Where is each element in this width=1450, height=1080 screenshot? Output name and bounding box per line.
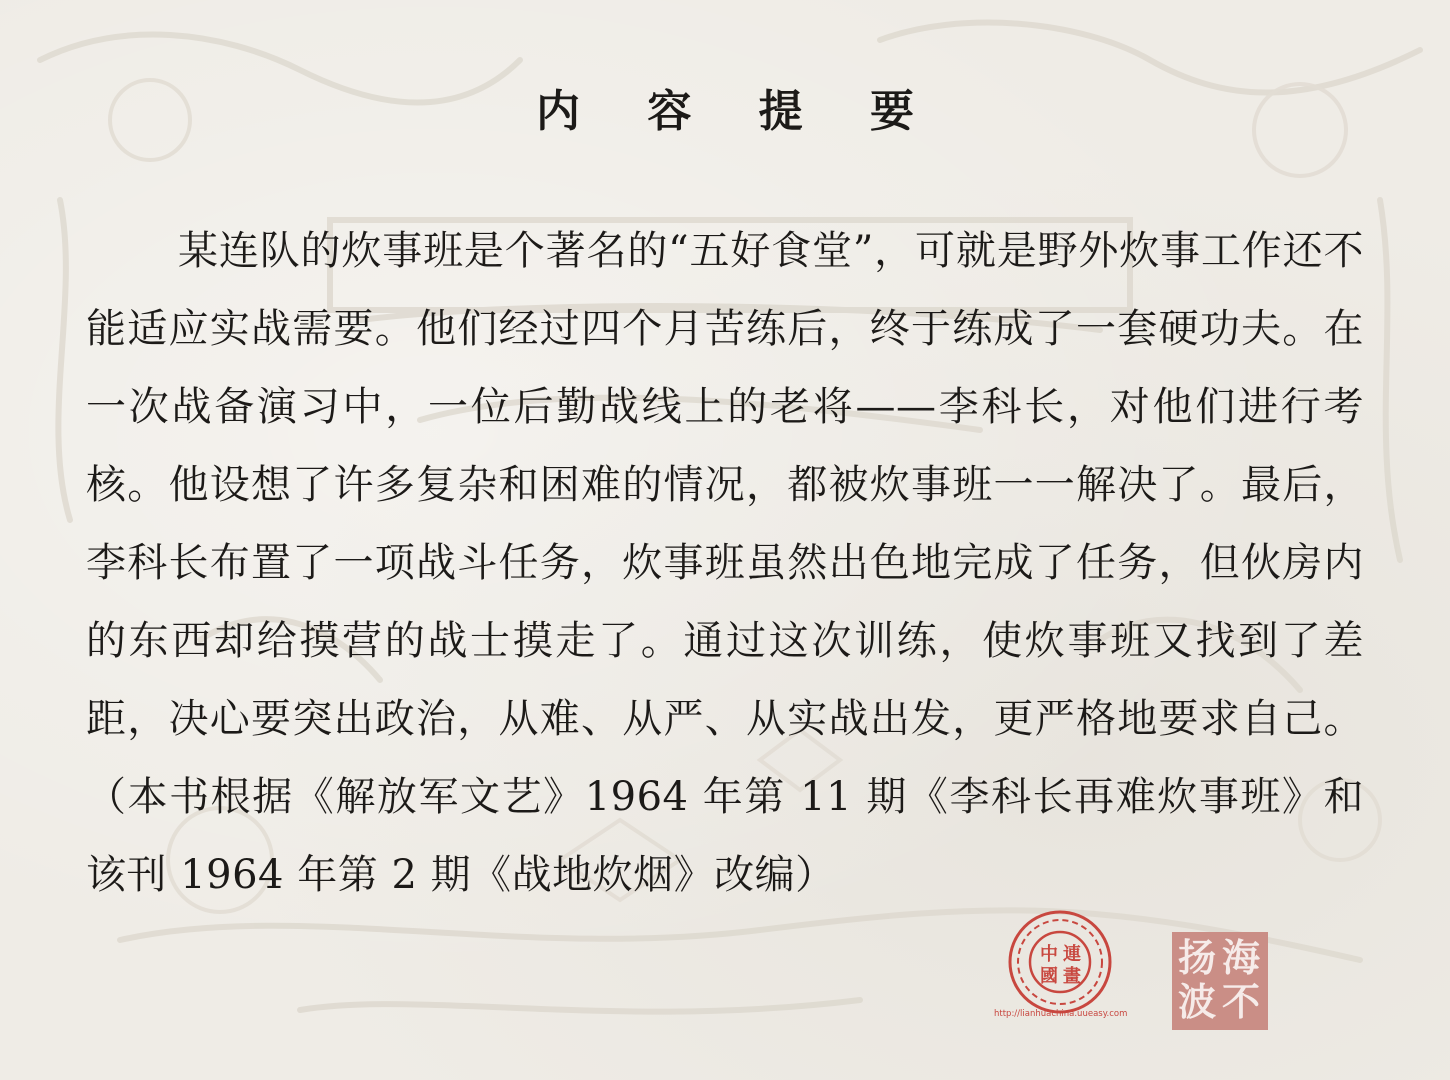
stamp-char-2: 不 [1222,979,1261,1024]
seal-char-2: 畫 [1063,966,1081,987]
name-stamp [1172,932,1268,1030]
page-title: 内 容 提 要 [536,86,940,137]
seal-char-3: 中 [1040,944,1058,965]
seal-char-1: 連 [1063,944,1081,965]
seal-url: http://lianhuachina.uueasy.com [994,1009,1128,1019]
summary-paragraph: 某连队的炊事班是个著名的“五好食堂”，可就是野外炊事工作还不能适应实战需要。他们经过四个月苦练后，终于练成了一套硬功夫。在一次战备演习中，一位后勤战线上的老将——李科长，对他们进行考核。他设想了许多复杂和困难的情况，都被炊事班一一解决了。最后，李科长布置了一项战斗任务，炊事班虽然出色地完成了任务，但伙房内的东西却给摸营的战士摸走了。通过这次训练，使炊事班又找到了差距，决心要突出政治，从难、从严、从实战出发，更严格地要求自己。（本书根据《解放军文艺》1964 年第 11 期《李科长再难炊事班》和该刊 1964 年第 2 期《战地炊烟》改编） [86,228,1364,898]
lianhua-china-seal [992,908,1138,1020]
stamp-char-1: 海 [1222,935,1261,980]
stamp-char-4: 波 [1178,979,1217,1024]
stamp-char-3: 扬 [1178,935,1217,980]
seal-char-4: 國 [1040,966,1058,987]
